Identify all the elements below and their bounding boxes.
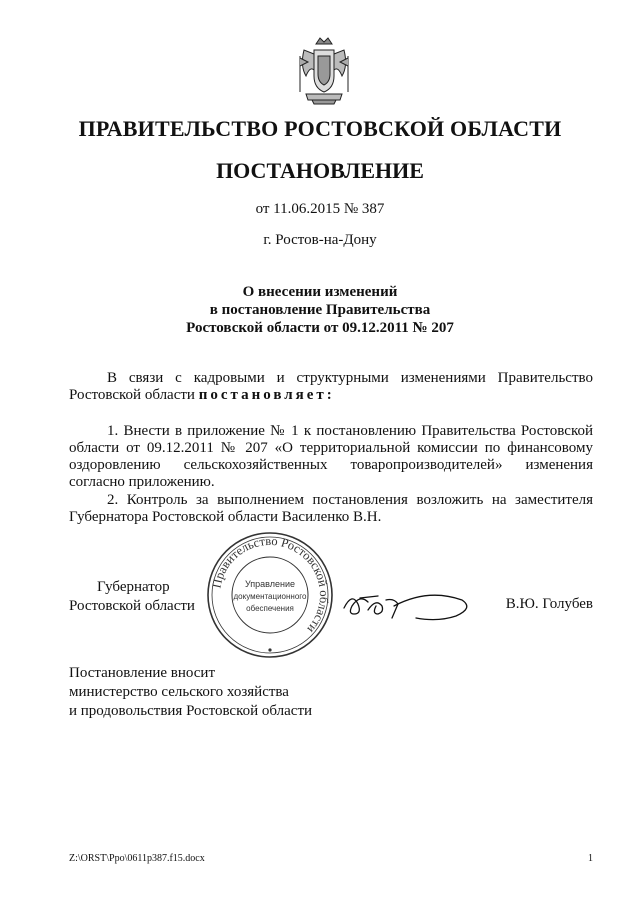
item-1-text: 1. Внести в приложение № 1 к постановлению Правительства Ростовской области от 09.12.2011 № 207 «О территориальной комиссии по финансовому оздоровлению сельскохозяйственных товаропроизводителей» изменения согласно приложению. xyxy=(69,423,593,490)
item-2-paragraph xyxy=(69,492,593,526)
note-line-2: министерство сельского хозяйства xyxy=(69,684,289,700)
stamp-center-line-2: документационного xyxy=(233,592,307,601)
official-stamp xyxy=(205,530,335,660)
document-subject xyxy=(0,283,640,337)
item-1-paragraph xyxy=(69,423,593,491)
decree-word: постановляет: xyxy=(198,387,335,403)
file-path: Z:\ORST\Ppo\0611p387.f15.docx xyxy=(69,853,205,864)
intro-text: В связи с кадровыми и структурными изменениями Правительство Ростовской области xyxy=(69,370,593,403)
subject-line-2: в постановление Правительства xyxy=(209,302,431,318)
government-title: ПРАВИТЕЛЬСТВО РОСТОВСКОЙ ОБЛАСТИ xyxy=(78,116,562,141)
item-2-text: 2. Контроль за выполнением постановления возложить на заместителя Губернатора Ростовской области Василенко В.Н. xyxy=(69,492,593,525)
stamp-center-line-1: Управление xyxy=(244,579,296,589)
note-line-3: и продовольствия Ростовской области xyxy=(69,703,313,719)
document-place: г. Ростов-на-Дону xyxy=(263,232,377,248)
position-line-2: Ростовской области xyxy=(69,598,195,614)
stamp-ring-text: Правительство Ростовской области xyxy=(209,533,332,636)
page-number: 1 xyxy=(588,853,593,864)
submitted-by-note xyxy=(69,664,469,721)
subject-line-1: О внесении изменений xyxy=(242,284,398,300)
position-line-1: Губернатор xyxy=(97,579,170,595)
subject-line-3: Ростовской области от 09.12.2011 № 207 xyxy=(186,320,454,336)
signatory-position xyxy=(69,578,209,616)
note-line-1: Постановление вносит xyxy=(69,665,216,681)
stamp-center-line-3: обеспечения xyxy=(246,604,294,613)
intro-paragraph xyxy=(69,370,593,404)
coat-of-arms-icon xyxy=(296,36,352,106)
handwritten-signature xyxy=(338,578,478,628)
signatory-name: В.Ю. Голубев xyxy=(505,596,593,612)
document-date-number: от 11.06.2015 № 387 xyxy=(255,201,385,217)
document-type: ПОСТАНОВЛЕНИЕ xyxy=(216,158,424,183)
